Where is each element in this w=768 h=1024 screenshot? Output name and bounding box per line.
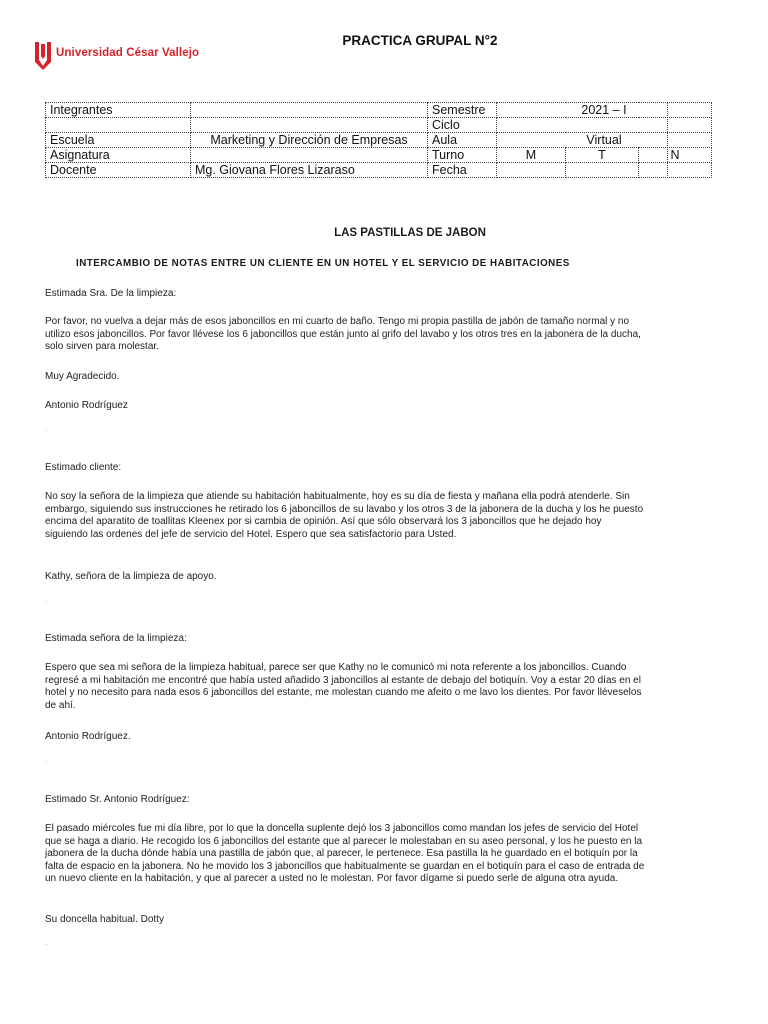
aula-value: Virtual [497, 133, 712, 148]
ciclo-label: Ciclo [428, 118, 497, 133]
asignatura-label: Asignatura [46, 148, 191, 163]
note2-body: No soy la señora de la limpieza que atiende su habitación habitualmente, hoy es su día de fiesta y mañana ella podrá atenderle. Sin embargo, siguiendo sus instrucciones he retirado los 6 jaboncillos de su lavabo y los otros 3 de la jabonera de la ducha y los he puesto encima del aparatito de toallitas Kleenex por si cambia de opinión. Así que sólo observará los 3 jaboncillos que he dejado hoy siguiendo las ordenes del jefe de servicio del Hotel. Espero que sea satisfactorio para Usted. [45, 491, 644, 540]
note3-body: Espero que sea mi señora de la limpieza habitual, parece ser que Kathy no le comunicó mi nota referente a los jaboncillos. Cuando regresé a mi habitación me encontré que había usted añadido 3 jaboncillos al estante de debajo del botiquín. Voy a estar 20 días en el hotel y no necesito para nada esos 6 jaboncillos del estante, me molestan cuando me afeito o me lavo los dientes. Por favor lléveselos de ahí. [45, 662, 642, 711]
document-title: PRACTICA GRUPAL N°2 [342, 33, 498, 48]
semestre-value: 2021 – I [497, 103, 712, 118]
section-subtitle: INTERCAMBIO DE NOTAS ENTRE UN CLIENTE EN UN HOTEL Y EL SERVICIO DE HABITACIONES [76, 258, 570, 269]
docente-label: Docente [46, 163, 191, 178]
note3-greeting: Estimada señora de la limpieza: [45, 633, 187, 644]
table-row [46, 103, 712, 118]
section-title: LAS PASTILLAS DE JABON [334, 227, 486, 239]
note3-signature: Antonio Rodríguez. [45, 731, 131, 742]
separator-dot: . [45, 595, 48, 604]
ucv-logo-icon [34, 40, 52, 70]
aula-label: Aula [428, 133, 497, 148]
asignatura-value [191, 148, 428, 163]
note2-greeting: Estimado cliente: [45, 462, 122, 473]
fecha-value [497, 163, 566, 178]
note1-closing: Muy Agradecido. [45, 371, 120, 382]
fecha-label: Fecha [428, 163, 497, 178]
docente-value: Mg. Giovana Flores Lizaraso [191, 163, 428, 178]
table-row [46, 163, 712, 178]
turno-n: N [639, 148, 712, 163]
turno-label: Turno [428, 148, 497, 163]
escuela-value: Marketing y Dirección de Empresas [191, 133, 428, 148]
note1-greeting: Estimada Sra. De la limpieza: [45, 288, 177, 299]
info-table [45, 102, 712, 178]
separator-dot: . [45, 755, 48, 764]
separator-dot: . [45, 938, 48, 947]
turno-t: T [566, 148, 639, 163]
note2-signature: Kathy, señora de la limpieza de apoyo. [45, 571, 217, 582]
table-row [46, 118, 712, 133]
empty-cell [191, 118, 428, 133]
table-row [46, 148, 712, 163]
note1-signature: Antonio Rodríguez [45, 400, 128, 411]
escuela-label: Escuela [46, 133, 191, 148]
ciclo-value [497, 118, 712, 133]
integrantes-value [191, 103, 428, 118]
turno-m: M [497, 148, 566, 163]
empty-cell [46, 118, 191, 133]
integrantes-label: Integrantes [46, 103, 191, 118]
separator-dot: . [45, 424, 48, 433]
table-row [46, 133, 712, 148]
note4-greeting: Estimado Sr. Antonio Rodríguez: [45, 794, 190, 805]
note4-body: El pasado miércoles fue mi día libre, por lo que la doncella suplente dejó los 3 jaboncillos como mandan los jefes de servicio del Hotel que se haga a diario. He recogido los 6 jaboncillos del estante que al parecer le molestaban en su aseo personal, y los he puesto en la jabonera de la ducha dónde había una pastilla de jabón que, al parecer, le pertenece. Esa pastilla la he guardado en el botiquín por la falta de espacio en la jabonera. No he movido los 3 jaboncillos que habitualmente se guardan en el botiquín para el caso de entrada de un nuevo cliente en la habitación, y que al parecer a usted no le molestan. Por favor dígame si puedo serle de alguna otra ayuda. [45, 823, 645, 885]
university-logo [34, 38, 200, 74]
note1-body: Por favor, no vuelva a dejar más de esos jaboncillos en mi cuarto de baño. Tengo mi propia pastilla de jabón de tamaño normal y no utilizo esos jaboncillos. Por favor llévese los 6 jaboncillos que están junto al grifo del lavabo y los otros tres en la jabonera de la ducha, solo sirven para molestar. [45, 316, 641, 353]
semestre-label: Semestre [428, 103, 497, 118]
fecha-value [566, 163, 639, 178]
fecha-value [639, 163, 712, 178]
note4-signature: Su doncella habitual. Dotty [45, 914, 164, 925]
table-right-border [667, 102, 668, 178]
logo-text: Universidad César Vallejo [56, 47, 200, 59]
